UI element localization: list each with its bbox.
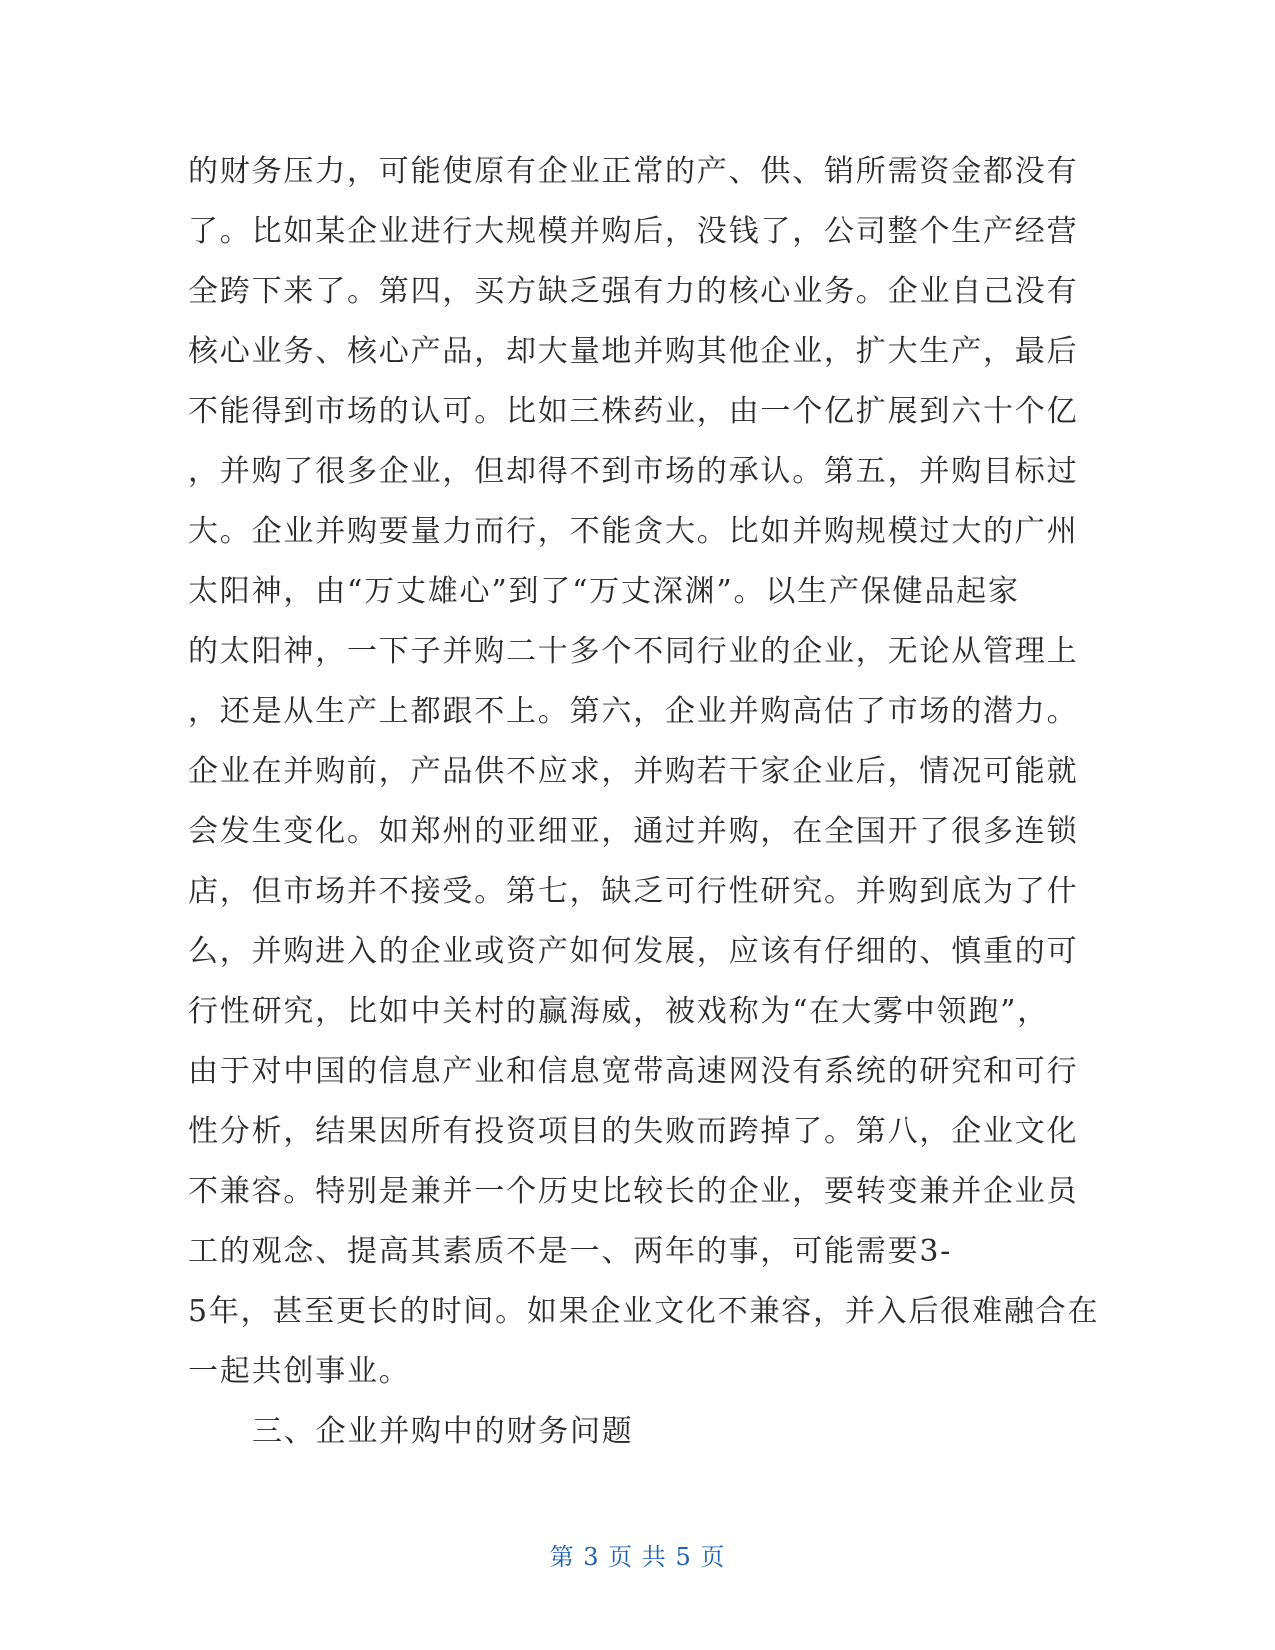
paragraph-line: 会发生变化。如郑州的亚细亚，通过并购，在全国开了很多连锁 xyxy=(188,814,1079,849)
paragraph-line: 店，但市场并不接受。第七，缺乏可行性研究。并购到底为了什 xyxy=(188,874,1079,909)
paragraph-line: 行性研究，比如中关村的赢海威，被戏称为“在大雾中领跑”， xyxy=(188,994,1050,1029)
paragraph-line: 么，并购进入的企业或资产如何发展，应该有仔细的、慎重的可 xyxy=(188,934,1079,969)
paragraph-line: ，还是从生产上都跟不上。第六，企业并购高估了市场的潜力。 xyxy=(188,694,1079,729)
paragraph-line: 的太阳神，一下子并购二十多个不同行业的企业，无论从管理上 xyxy=(188,634,1079,669)
paragraph-line: 太阳神，由“万丈雄心”到了“万丈深渊”。以生产保健品起家 xyxy=(188,574,1020,609)
paragraph-line: 不兼容。特别是兼并一个历史比较长的企业，要转变兼并企业员 xyxy=(188,1174,1079,1209)
paragraph-line: 性分析，结果因所有投资项目的失败而跨掉了。第八，企业文化 xyxy=(188,1114,1079,1149)
paragraph-line: 工的观念、提高其素质不是一、两年的事，可能需要3- xyxy=(188,1234,953,1269)
page-content xyxy=(188,142,1100,1462)
paragraph-line: 全跨下来了。第四，买方缺乏强有力的核心业务。企业自己没有 xyxy=(188,274,1079,309)
paragraph-line: 5年，甚至更长的时间。如果企业文化不兼容，并入后很难融合在 xyxy=(188,1294,1100,1329)
section-heading: 三、企业并购中的财务问题 xyxy=(252,1414,634,1449)
paragraph-line: ，并购了很多企业，但却得不到市场的承认。第五，并购目标过 xyxy=(188,454,1079,489)
paragraph-line: 不能得到市场的认可。比如三株药业，由一个亿扩展到六十个亿 xyxy=(188,394,1079,429)
paragraph-line: 的财务压力，可能使原有企业正常的产、供、销所需资金都没有 xyxy=(188,154,1079,189)
page-number-footer: 第 3 页 共 5 页 xyxy=(549,1543,726,1571)
paragraph-line: 核心业务、核心产品，却大量地并购其他企业，扩大生产，最后 xyxy=(188,334,1079,369)
paragraph-line: 企业在并购前，产品供不应求，并购若干家企业后，情况可能就 xyxy=(188,754,1079,789)
paragraph-line: 一起共创事业。 xyxy=(188,1354,411,1389)
paragraph-line: 了。比如某企业进行大规模并购后，没钱了，公司整个生产经营 xyxy=(188,214,1079,249)
paragraph-line: 大。企业并购要量力而行，不能贪大。比如并购规模过大的广州 xyxy=(188,514,1079,549)
paragraph-line: 由于对中国的信息产业和信息宽带高速网没有系统的研究和可行 xyxy=(188,1054,1079,1089)
